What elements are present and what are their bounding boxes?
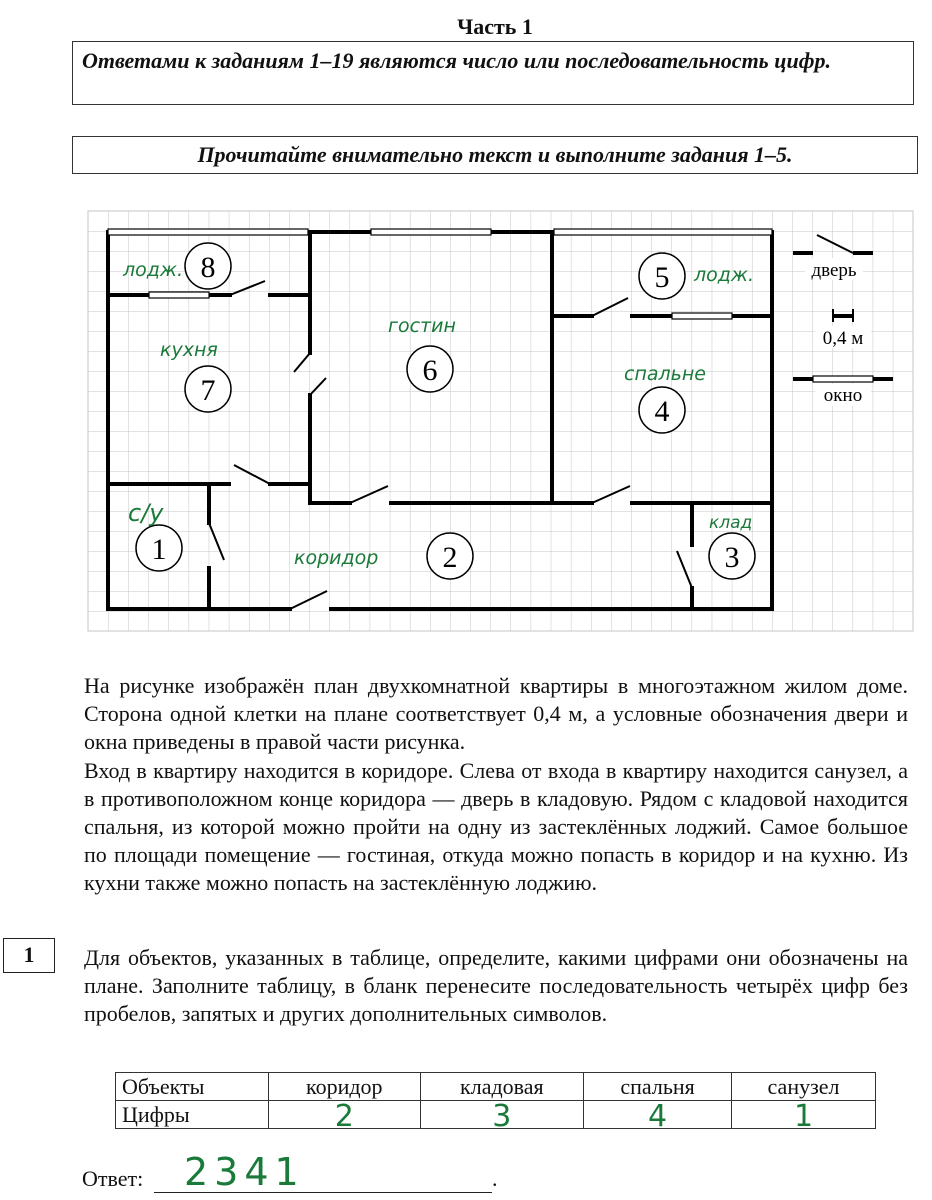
note-living: гостин [388, 315, 456, 337]
object-cell: санузел [732, 1073, 876, 1101]
note-loggia-right: лодж. [694, 264, 755, 286]
digit-cell[interactable]: 2 [269, 1101, 421, 1129]
legend-door-label: дверь [811, 260, 857, 281]
object-cell: коридор [269, 1073, 421, 1101]
answer-table [115, 1072, 876, 1134]
object-cell: кладовая [420, 1073, 584, 1101]
legend-scale-label: 0,4 м [822, 328, 864, 349]
svg-text:8: 8 [200, 251, 216, 284]
table-row-objects [116, 1073, 876, 1101]
description-paragraph-1: На рисунке изображён план двухкомнатной квартиры в многоэтажном жилом доме. Сторона одной клетки на плане соответствует 0,4 м, а условные обозначения двери и окна приведены в правой части рисунка. [84, 673, 908, 755]
svg-text:6: 6 [422, 354, 438, 387]
digit-cell[interactable]: 3 [420, 1101, 584, 1129]
room-marker-5 [639, 253, 685, 299]
room-marker-8 [185, 243, 231, 289]
digit-cell[interactable]: 4 [584, 1101, 732, 1129]
room-marker-6 [407, 346, 453, 392]
room-marker-2 [427, 533, 473, 579]
note-corridor: коридор [294, 547, 379, 569]
svg-text:2: 2 [442, 541, 458, 574]
svg-text:3: 3 [724, 541, 740, 574]
table-row-digits [116, 1101, 876, 1129]
svg-text:1: 1 [151, 533, 167, 566]
note-loggia-left: лодж. [123, 259, 184, 281]
room-marker-4 [639, 387, 685, 433]
room-marker-3 [709, 533, 755, 579]
instruction-box: Ответами к заданиям 1–19 являются число или последовательность цифр. [72, 41, 914, 105]
note-bedroom: спальне [624, 363, 706, 385]
object-cell: спальня [584, 1073, 732, 1101]
row-header-digits: Цифры [116, 1101, 269, 1129]
part-title: Часть 1 [457, 14, 533, 39]
answer-label: Ответ: [82, 1166, 144, 1191]
svg-text:5: 5 [654, 261, 670, 294]
description-paragraph-2: Вход в квартиру находится в коридоре. Слева от входа в квартиру находится санузел, а в противоположном конце коридора — дверь в кладовую. Рядом с кладовой находится спальня, из которой можно пройти на одну из застеклённых лоджий. Самое большое по площади помещение — гостиная, откуда можно попасть в коридор и на кухню. Из кухни также можно попасть на застеклённую лоджию. [84, 757, 908, 896]
row-header-objects: Объекты [116, 1073, 269, 1101]
task-question: Для объектов, указанных в таблице, определите, какими цифрами они обозначены на плане. Заполните таблицу, в бланк перенесите последовательность четырёх цифр без пробелов, запятых и других дополнительных символов. [84, 945, 908, 1027]
note-kitchen: кухня [160, 339, 218, 361]
digit-cell[interactable]: 1 [732, 1101, 876, 1129]
answer-end-period: . [492, 1166, 498, 1191]
answer-value: 2341 [184, 1150, 305, 1194]
task-number-box: 1 [3, 938, 55, 973]
description-text [84, 672, 908, 898]
note-bathroom: с/у [128, 499, 164, 527]
svg-text:4: 4 [654, 395, 670, 428]
room-marker-7 [185, 366, 231, 412]
legend-window-label: окно [823, 385, 863, 406]
svg-text:7: 7 [200, 374, 216, 407]
reading-instruction-box: Прочитайте внимательно текст и выполните задания 1–5. [72, 136, 918, 174]
note-storage: клад [709, 513, 753, 533]
room-marker-1 [136, 525, 182, 571]
